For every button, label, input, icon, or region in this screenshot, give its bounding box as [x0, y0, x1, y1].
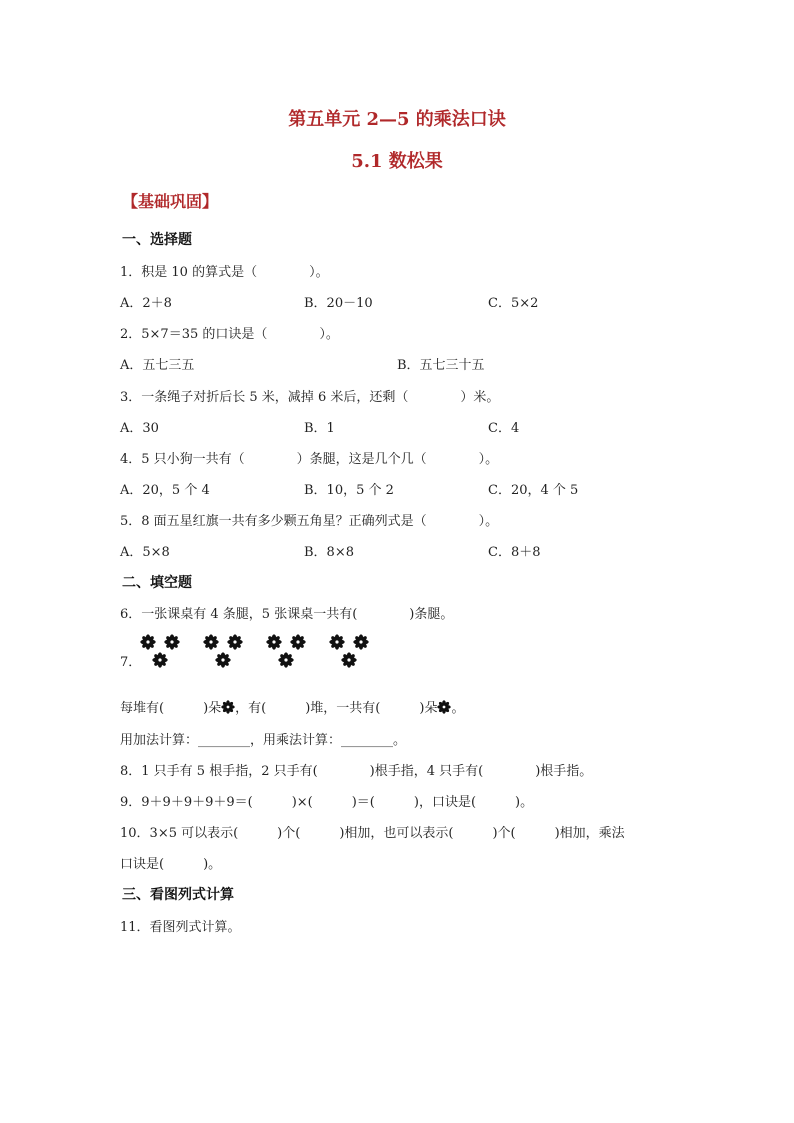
- question-1: 1．积是 10 的算式是（ ）。: [120, 265, 329, 280]
- q7-text-a: 每堆有( )朵: [120, 701, 222, 716]
- q3-option-c: C．4: [488, 421, 520, 436]
- flower-groups: [120, 630, 420, 686]
- flower-icon: [164, 634, 180, 650]
- q5-option-c: C．8＋8: [488, 545, 541, 560]
- flower-icon: [221, 700, 235, 714]
- question-9: 9．9＋9＋9＋9＋9＝( )×( )＝( )，口诀是( )。: [120, 795, 534, 810]
- question-3: 3．一条绳子对折后长 5 米，减掉 6 米后，还剩（ ）米。: [120, 390, 500, 405]
- section-basic: 【基础巩固】: [122, 192, 219, 211]
- q3-option-a: A．30: [120, 421, 159, 436]
- q4-option-c: C．20，4 个 5: [488, 483, 579, 498]
- flower-icon: [290, 634, 306, 650]
- part-fill-heading: 二、填空题: [122, 575, 192, 591]
- q3-option-b: B．1: [304, 421, 335, 436]
- question-10-line-1: 10．3×5 可以表示( )个( )相加，也可以表示( )个( )相加，乘法: [120, 826, 625, 841]
- question-7-line-2: 用加法计算：________，用乘法计算：________。: [120, 733, 407, 748]
- q1-option-a: A．2＋8: [120, 296, 172, 311]
- question-7-number: 7．: [120, 655, 142, 670]
- flower-icon: [203, 634, 219, 650]
- question-8: 8．1 只手有 5 根手指，2 只手有( )根手指，4 只手有( )根手指。: [120, 764, 593, 779]
- q5-option-b: B．8×8: [304, 545, 354, 560]
- question-11: 11．看图列式计算。: [120, 920, 241, 935]
- page-title: 第五单元 2—5 的乘法口诀: [288, 109, 506, 130]
- part-choice-heading: 一、选择题: [122, 232, 192, 248]
- q4-option-b: B．10，5 个 2: [304, 483, 394, 498]
- q1-option-b: B．20－10: [304, 296, 373, 311]
- q2-option-a: A．五七三五: [120, 358, 195, 373]
- flower-icon: [227, 634, 243, 650]
- q2-option-b: B．五七三十五: [397, 358, 485, 373]
- question-10-line-2: 口诀是( )。: [120, 857, 222, 872]
- q5-option-a: A．5×8: [120, 545, 170, 560]
- flower-icon: [266, 634, 282, 650]
- flower-icon: [353, 634, 369, 650]
- flower-icon: [329, 634, 345, 650]
- part-picture-heading: 三、看图列式计算: [122, 887, 234, 903]
- flower-icon: [437, 700, 451, 714]
- flower-icon: [140, 634, 156, 650]
- question-4: 4．5 只小狗一共有（ ）条腿，这是几个几（ ）。: [120, 452, 499, 467]
- question-5: 5．8 面五星红旗一共有多少颗五角星？正确列式是（ ）。: [120, 514, 499, 529]
- q7-text-b: ，有( )堆，一共有( )朵: [235, 701, 438, 716]
- question-7-line-1: [120, 697, 464, 716]
- flower-icon: [215, 652, 231, 668]
- question-6: 6．一张课桌有 4 条腿，5 张课桌一共有( )条腿。: [120, 607, 454, 622]
- page-subtitle: 5.1 数松果: [351, 151, 443, 172]
- flower-icon: [278, 652, 294, 668]
- flower-icon: [152, 652, 168, 668]
- q7-text-c: 。: [451, 701, 465, 716]
- flower-icon: [341, 652, 357, 668]
- question-2: 2．5×7＝35 的口诀是（ ）。: [120, 327, 339, 342]
- q1-option-c: C．5×2: [488, 296, 539, 311]
- q4-option-a: A．20，5 个 4: [120, 483, 210, 498]
